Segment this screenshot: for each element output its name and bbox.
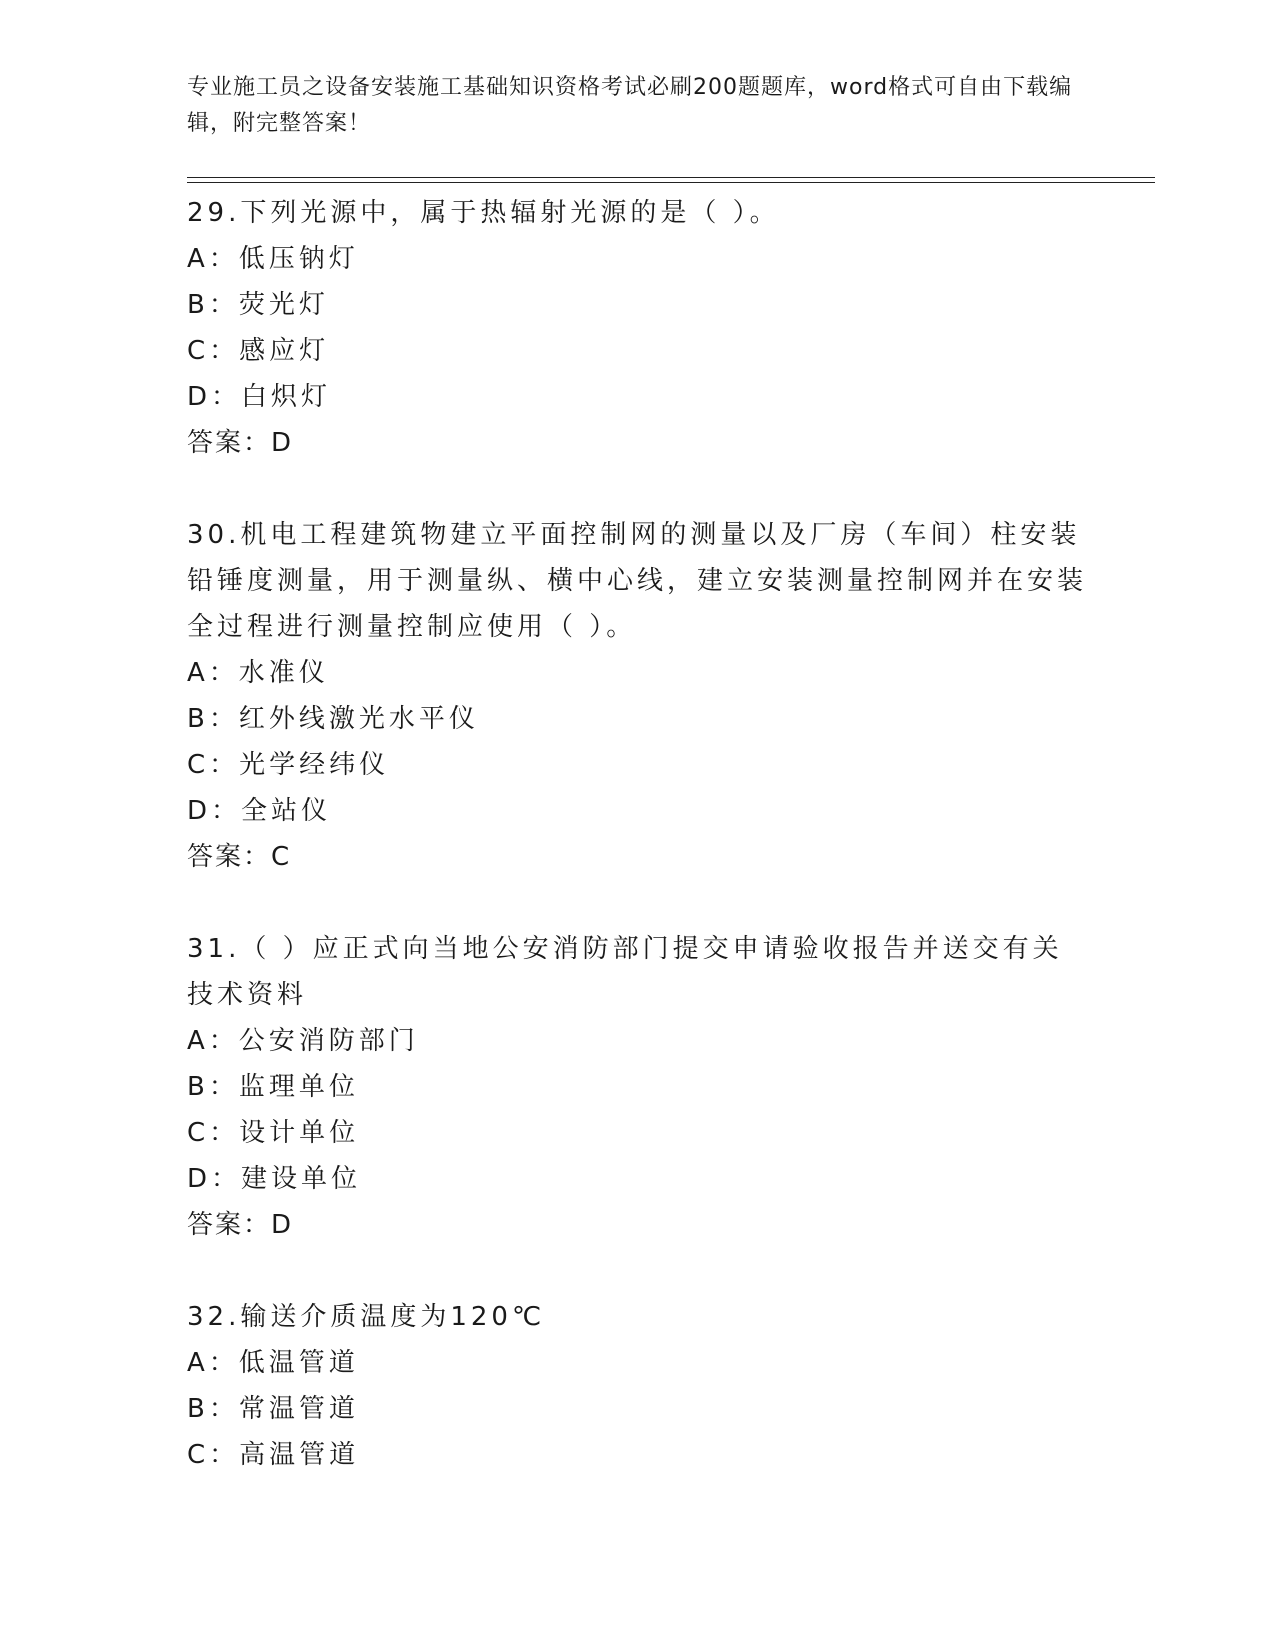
option-c: C：感应灯 bbox=[187, 336, 330, 366]
header-rule-bottom bbox=[187, 182, 1155, 183]
option-a: A：水准仪 bbox=[187, 658, 329, 688]
option-c: C：光学经纬仪 bbox=[187, 750, 390, 780]
question-32 bbox=[187, 1294, 1087, 1478]
option-c: C：高温管道 bbox=[187, 1440, 360, 1470]
header-rule-top bbox=[187, 177, 1155, 178]
question-stem: 32.输送介质温度为120℃ bbox=[187, 1302, 546, 1332]
option-b: B：监理单位 bbox=[187, 1072, 359, 1102]
document-header bbox=[187, 70, 1087, 142]
question-31 bbox=[187, 926, 1087, 1248]
question-stem: 30.机电工程建筑物建立平面控制网的测量以及厂房（车间）柱安装铅锤度测量，用于测量纵、横中心线，建立安装测量控制网并在安装全过程进行测量控制应使用（ ）。 bbox=[187, 520, 1088, 642]
question-list bbox=[187, 190, 1087, 1524]
document-title: 专业施工员之设备安装施工基础知识资格考试必刷200题题库，word格式可自由下载编辑，附完整答案！ bbox=[187, 75, 1073, 136]
option-b: B：红外线激光水平仪 bbox=[187, 704, 479, 734]
option-a: A：低压钠灯 bbox=[187, 244, 359, 274]
option-c: C：设计单位 bbox=[187, 1118, 360, 1148]
answer: 答案：C bbox=[187, 842, 292, 872]
answer: 答案：D bbox=[187, 428, 294, 458]
option-a: A：公安消防部门 bbox=[187, 1026, 419, 1056]
option-d: D：建设单位 bbox=[187, 1164, 362, 1194]
option-b: B：常温管道 bbox=[187, 1394, 359, 1424]
question-stem: 29.下列光源中，属于热辐射光源的是（ ）。 bbox=[187, 198, 780, 228]
option-b: B：荧光灯 bbox=[187, 290, 329, 320]
option-a: A：低温管道 bbox=[187, 1348, 359, 1378]
option-d: D：白炽灯 bbox=[187, 382, 332, 412]
option-d: D：全站仪 bbox=[187, 796, 332, 826]
answer: 答案：D bbox=[187, 1210, 294, 1240]
question-stem: 31.（ ）应正式向当地公安消防部门提交申请验收报告并送交有关技术资料 bbox=[187, 934, 1063, 1010]
question-30 bbox=[187, 512, 1087, 880]
question-29 bbox=[187, 190, 1087, 466]
